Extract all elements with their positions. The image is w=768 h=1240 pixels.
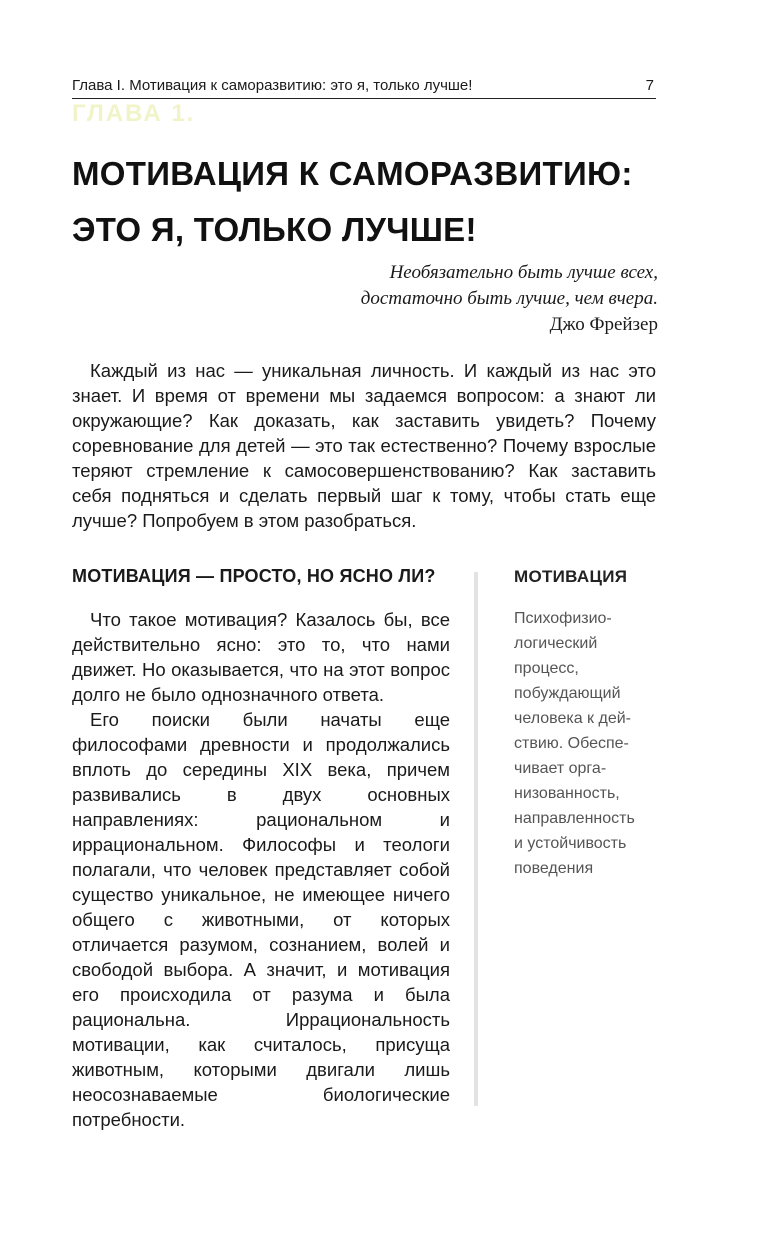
- chapter-title: [72, 146, 672, 258]
- running-head: [72, 76, 656, 99]
- body-paragraph: Его поиски были начаты еще философами древности и продолжались вплоть до середины XIX века, причем развивались в двух основных направлениях: рациональном и иррациональном. Философы и теологи полагали, что человек представляет собой существо уникальное, не имеющее ничего общего с животными, от которых отличается разумом, сознанием, волей и свободой выбора. А значит, и мотивация его происходила от разума и была рациональна. Иррациональность мотивации, как считалось, присуща животным, которыми двигали лишь неосознаваемые биологические потребности.: [72, 709, 450, 1130]
- sidebar-term: МОТИВАЦИЯ: [514, 567, 628, 586]
- chapter-title-line-1: МОТИВАЦИЯ К САМОРАЗВИТИЮ:: [72, 155, 633, 192]
- page-number: 7: [645, 77, 654, 94]
- running-head-title: Глава I. Мотивация к саморазвитию: это я, только лучше!: [72, 77, 473, 94]
- body-paragraph: Что такое мотивация? Казалось бы, все действительно ясно: это то, что нами движет. Но оказывается, что на этот вопрос долго не было однозначного ответа.: [72, 609, 450, 705]
- intro-paragraph: Каждый из нас — уникальная личность. И каждый из нас это знает. И время от времени мы задаемся вопросом: а знают ли окружающие? Как доказать, как заставить увидеть? Почему соревнование для детей — это так естественно? Почему взрослые теряют стремление к самосовершенствованию? Как заставить себя подняться и сделать первый шаг к тому, чтобы стать еще лучше? Попробуем в этом разобраться.: [72, 360, 656, 531]
- sidebar-definition: Психофизио- логический процесс, побуждающий человека к дей- ствию. Обеспе- чивает орга- низованность, направленность и устойчивость поведения: [514, 610, 635, 877]
- sidebar-divider: [474, 572, 478, 1106]
- section-heading: МОТИВАЦИЯ — ПРОСТО, НО ЯСНО ЛИ?: [72, 566, 436, 586]
- epigraph: [361, 260, 658, 338]
- epigraph-line-1: Необязательно быть лучше всех,: [389, 262, 658, 283]
- epigraph-line-2: достаточно быть лучше, чем вчера.: [360, 288, 658, 309]
- chapter-label: ГЛАВА 1.: [72, 100, 196, 127]
- chapter-title-line-2: ЭТО Я, ТОЛЬКО ЛУЧШЕ!: [72, 211, 477, 248]
- epigraph-author: Джо Фрейзер: [549, 314, 658, 335]
- section-body: [72, 607, 450, 1132]
